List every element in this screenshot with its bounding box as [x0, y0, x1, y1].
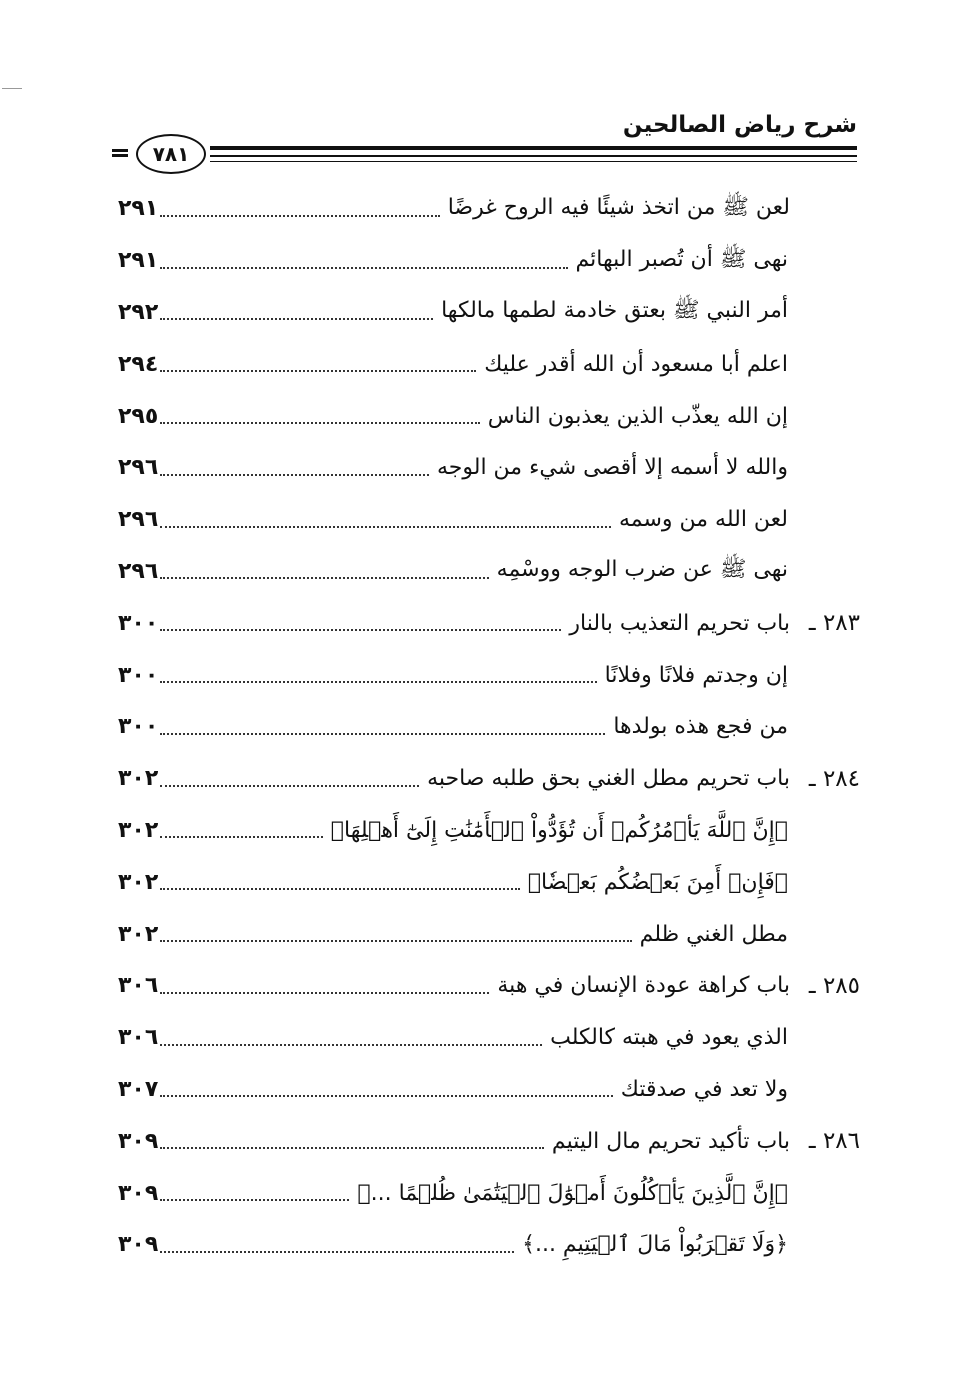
- toc-page-number: ٣٠٢: [118, 921, 159, 947]
- toc-chapter-row: [118, 1115, 860, 1167]
- toc-dot-leader: [160, 1197, 349, 1201]
- toc-dot-leader: [160, 1042, 542, 1046]
- toc-row: [118, 701, 860, 753]
- toc-page-number: ٣٠٢: [118, 766, 159, 792]
- toc-dot-leader: [160, 731, 605, 735]
- toc-page-number: ٣٠٦: [118, 973, 159, 999]
- toc-chapter-title: باب كراهة عودة الإنسان في هبة: [497, 973, 790, 999]
- toc-row: [118, 805, 860, 857]
- toc-row: [118, 1012, 860, 1064]
- toc-page-number: ٣٠٠: [118, 714, 159, 740]
- toc-chapter-title: باب تحريم التعذيب بالنار: [569, 610, 790, 636]
- toc-page-number: ٣٠٩: [118, 1232, 159, 1258]
- toc-row: [118, 1064, 860, 1116]
- toc-row: [118, 287, 860, 339]
- toc-dot-leader: [160, 368, 476, 372]
- toc-entry-title: ولا تعد في صدقتك: [620, 1076, 788, 1102]
- page-header: [112, 112, 857, 182]
- toc-dot-leader: [160, 472, 429, 476]
- toc-page-number: ٣٠٢: [118, 869, 159, 895]
- toc-row: [118, 908, 860, 960]
- header-rule-medium: [210, 155, 857, 157]
- toc-page-number: ٢٩١: [118, 196, 159, 222]
- toc-entry-title: لعن ﷺ من اتخذ شيئًا فيه الروح غرضًا: [447, 194, 790, 220]
- toc-row: [118, 390, 860, 442]
- toc-dot-leader: [160, 420, 479, 424]
- toc-page-number: ٣٠٦: [118, 1025, 159, 1051]
- toc-page-number: ٣٠٩: [118, 1180, 159, 1206]
- toc-entry-title: اعلم أبا مسعود أن الله أقدر عليك: [484, 351, 788, 377]
- toc-entry-title: نهى ﷺ عن ضرب الوجه ووسْمِه: [496, 557, 788, 583]
- toc-dot-leader: [160, 316, 433, 320]
- toc-dot-leader: [160, 627, 561, 631]
- toc-dot-leader: [160, 1093, 612, 1097]
- toc-dot-leader: [160, 990, 489, 994]
- toc-entry-title: مطل الغني ظلم: [639, 921, 788, 947]
- toc-row: [118, 235, 860, 287]
- toc-row: [118, 1219, 860, 1271]
- toc-entry-title: من فجع هذه بولدها: [613, 714, 788, 740]
- toc-chapter-title: باب تحريم مطل الغني بحق طلبه صاحبه: [427, 766, 790, 792]
- toc-chapter-number: ٢٨٣ ـ: [808, 610, 860, 637]
- toc-dot-leader: [160, 213, 439, 217]
- toc-entry-title: لعن الله من وسمه: [618, 507, 788, 533]
- toc-dot-leader: [160, 1249, 514, 1253]
- toc-entry-title: نهى ﷺ أن تُصبر البهائم: [575, 246, 788, 272]
- toc-dot-leader: [160, 886, 520, 890]
- toc-row: [118, 856, 860, 908]
- toc-row: [118, 649, 860, 701]
- toc-page-number: ٢٩١: [118, 248, 159, 274]
- toc-chapter-row: [118, 597, 860, 649]
- header-left-bars: [112, 149, 128, 161]
- toc-chapter-number: ٢٨٦ ـ: [808, 1128, 860, 1155]
- toc-row: [118, 1167, 860, 1219]
- toc-page-number: ٣٠٩: [118, 1128, 159, 1154]
- toc-page-number: ٢٩٤: [118, 351, 159, 377]
- toc-page-number: ٢٩٦: [118, 558, 159, 584]
- toc-page-number: ٢٩٦: [118, 455, 159, 481]
- header-rule-thick: [210, 146, 857, 150]
- toc-dot-leader: [160, 575, 488, 579]
- toc-page-number: ٢٩٥: [118, 403, 159, 429]
- toc-row: [118, 183, 860, 235]
- toc-page-number: ٢٩٦: [118, 507, 159, 533]
- page-number: ٧٨١: [136, 134, 206, 174]
- toc-dot-leader: [160, 938, 631, 942]
- toc-dot-leader: [160, 1145, 544, 1149]
- toc-dot-leader: [160, 524, 611, 528]
- toc-entry-title: ﴿وَلَا تَقۡرَبُواْ مَالَ ٱلۡيَتِيمِ ...﴾: [522, 1232, 788, 1258]
- toc-entry-title: والله لا أسمه إلا أقصى شيء من الوجه: [436, 455, 788, 481]
- table-of-contents: [118, 183, 860, 1271]
- toc-entry-title: أمر النبي ﷺ بعتق خادمة لطمها مالكها: [441, 298, 788, 324]
- header-rule-thin: [210, 161, 857, 162]
- toc-dot-leader: [160, 783, 419, 787]
- toc-chapter-title: باب تأكيد تحريم مال اليتيم: [551, 1128, 790, 1154]
- toc-row: [118, 338, 860, 390]
- toc-chapter-row: [118, 753, 860, 805]
- toc-row: [118, 494, 860, 546]
- toc-page-number: ٣٠٧: [118, 1076, 159, 1102]
- toc-chapter-number: ٢٨٥ ـ: [808, 972, 860, 999]
- toc-chapter-row: [118, 960, 860, 1012]
- scan-edge-mark: [2, 88, 22, 89]
- toc-entry-title: إن وجدتم فلانًا وفلانًا: [604, 662, 788, 688]
- book-title: شرح رياض الصالحين: [622, 112, 857, 138]
- toc-page-number: ٣٠٠: [118, 610, 159, 636]
- toc-entry-title: ﴿إِنَّ ٱلَّذِينَ يَأۡكُلُونَ أَمۡوَٰلَ ٱلۡيَتَٰمَىٰ ظُلۡمًا ...﴾: [357, 1180, 788, 1206]
- toc-entry-title: الذي يعود في هبته كالكلب: [550, 1025, 788, 1051]
- toc-chapter-number: ٢٨٤ ـ: [808, 765, 860, 792]
- toc-row: [118, 442, 860, 494]
- toc-dot-leader: [160, 679, 596, 683]
- toc-dot-leader: [160, 834, 323, 838]
- toc-row: [118, 546, 860, 598]
- toc-entry-title: ﴿إِنَّ ٱللَّهَ يَأۡمُرُكُمۡ أَن تُؤَدُّواْ ٱلۡأَمَٰنَٰتِ إِلَىٰٓ أَهۡلِهَا﴾: [330, 817, 788, 843]
- toc-page-number: ٣٠٠: [118, 662, 159, 688]
- toc-entry-title: ﴿فَإِنۡ أَمِنَ بَعۡضُكُم بَعۡضٗا﴾: [527, 869, 788, 895]
- toc-page-number: ٣٠٢: [118, 817, 159, 843]
- toc-dot-leader: [160, 265, 567, 269]
- toc-entry-title: إن الله يعذّب الذين يعذبون الناس: [487, 403, 788, 429]
- toc-page-number: ٢٩٢: [118, 299, 159, 325]
